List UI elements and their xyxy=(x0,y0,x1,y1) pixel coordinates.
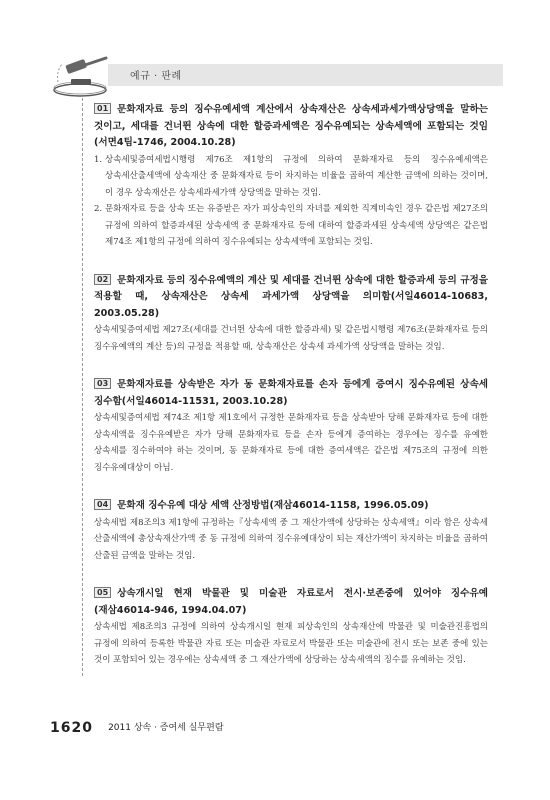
entry-number-badge: 03 xyxy=(94,378,111,389)
entry-title xyxy=(94,273,488,323)
entry-title-text: 문화재 징수유예 대상 세액 산정방법(재삼46014-1158, 1996.05.09) xyxy=(117,500,429,511)
page-number: 1620 xyxy=(50,720,93,736)
item-number: 2. xyxy=(94,204,103,214)
entry-number-badge: 01 xyxy=(94,103,111,114)
entry xyxy=(94,586,488,669)
entry-title-text: 문화재자료 등의 징수유예세액 계산에서 상속재산은 상속세과세가액상당액을 말하는 것이고, 세대를 건너뛴 상속에 대한 할증과세액은 징수유예되는 상속세액에 포함되는 것임(서면4팀-1746, 2004.10.28) xyxy=(94,104,488,148)
entry-body xyxy=(94,619,488,669)
entry-number-badge: 04 xyxy=(94,499,111,510)
entry-body-text: 상속세법 제8조의3 제1항에 규정하는『상속세액 중 그 재산가액에 상당하는 상속세액』이라 함은 상속세 산출세액에 총상속재산가액 중 동 규정에 의하여 징수유예대상이 되는 재산가액이 차지하는 비율을 곱하여 산출된 금액을 말하는 것임. xyxy=(94,517,488,561)
entry-body xyxy=(94,515,488,565)
entry xyxy=(94,377,488,476)
entry-title xyxy=(94,586,488,619)
entry-number-badge: 02 xyxy=(94,274,111,285)
entry-title xyxy=(94,377,488,410)
entry-title xyxy=(94,498,488,515)
entry xyxy=(94,273,488,356)
entry xyxy=(94,498,488,564)
entry-title-text: 문화재자료를 상속받은 자가 동 문화재자료를 손자 등에게 증여시 징수유예된 상속세 징수함(서일46014-11531, 2003.10.28) xyxy=(94,379,488,407)
gavel-icon xyxy=(52,52,116,100)
numbered-item xyxy=(94,201,488,251)
entry-body-text: 상속세및증여세법 제74조 제1항 제1호에서 규정한 문화재자료 등을 상속받아 당해 문화재자료 등에 대한 상속세액을 징수유예받은 자가 당해 문화재자료 등을 손자 등에게 증여하는 경우에는 징수를 유예한 상속세를 징수하여야 하는 것이며, 동 문화재자료 등에 대한 증여세액은 같은법 제75조의 규정에 의한 징수유예대상이 아님. xyxy=(94,413,488,473)
page-footer xyxy=(50,717,224,736)
entry-body xyxy=(94,152,488,251)
book-title: 2011 상속 · 증여세 실무편람 xyxy=(108,723,224,733)
item-number: 1. xyxy=(94,154,103,165)
entry-body-text: 상속세및증여세법 제27조(세대를 건너뛴 상속에 대한 할증과세) 및 같은법시행령 제76조(문화재자료 등의 징수유예액의 계산 등)의 규정을 적용할 때, 상속재산은 상속세 과세가액 상당액을 말하는 것임. xyxy=(94,325,488,352)
entries xyxy=(94,102,488,691)
entry-body-text: 상속세법 제8조의3 규정에 의하여 상속개시일 현재 피상속인의 상속재산에 박물관 및 미술관진흥법의 규정에 의하여 등록한 박물관 자료 또는 미술관 자료로서 박물관 또는 미술관에 전시 또는 보존 중에 있는 것이 포함되어 있는 경우에는 상속세액 중 그 재산가액에 상당하는 상속세액의 징수를 유예하는 것임. xyxy=(94,622,488,665)
item-text: 상속세및증여세법시행령 제76조 제1항의 규정에 의하여 문화재자료 등의 징수유예세액은 상속세산출세액에 상속재산 중 문화재자료 등이 차지하는 비율을 곱하여 계산한 금액에 의하는 것이며, 이 경우 상속재산은 상속세과세가액 상당액을 말하는 것임. xyxy=(105,154,488,198)
numbered-item xyxy=(94,152,488,202)
item-text: 문화재자료 등을 상속 또는 유증받은 자가 피상속인의 자녀를 제외한 직계비속인 경우 같은법 제27조의 규정에 의하여 할증과세된 상속세액 중 문화재자료 등에 대하여 할증과세된 상속세액 상당액은 같은법 제74조 제1항의 규정에 의하여 징수유예되는 상속세액에 포함되는 것임. xyxy=(105,204,488,247)
section-label: 예규 · 판례 xyxy=(130,71,182,82)
entry-body xyxy=(94,410,488,476)
entry xyxy=(94,102,488,251)
entry-number-badge: 05 xyxy=(94,587,111,598)
entry-body xyxy=(94,322,488,355)
entry-title-text: 문화재자료 등의 징수유예액의 계산 및 세대를 건너뛴 상속에 대한 할증과세 등의 규정을 적용할 때, 상속재산은 상속세 과세가액 상당액을 의미함(서일46014-10683, 2003.05.28) xyxy=(94,274,488,319)
vertical-dashed-rule xyxy=(82,98,83,676)
entry-title xyxy=(94,102,488,152)
entry-title-text: 상속개시일 현재 박물관 및 미술관 자료로서 전시·보존중에 있어야 징수유예(재삼46014-946, 1994.04.07) xyxy=(94,588,488,616)
